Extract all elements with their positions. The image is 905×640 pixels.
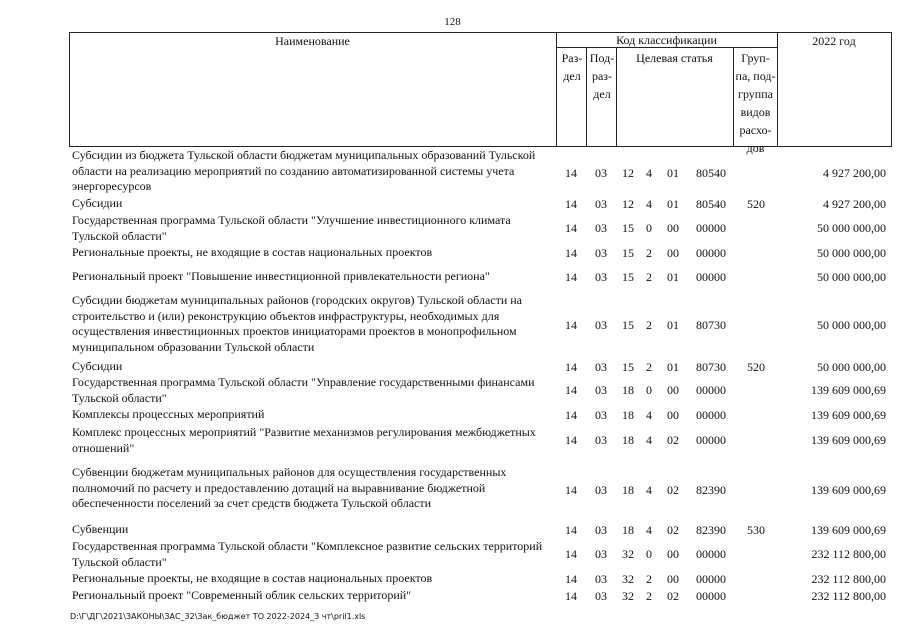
- header-year: 2022 год: [812, 34, 856, 48]
- row-target-4: 00000: [696, 270, 726, 284]
- row-podrazdel: 03: [595, 483, 607, 497]
- row-target-1: 18: [622, 483, 634, 497]
- row-razdel: 14: [565, 246, 577, 260]
- row-amount: 4 927 200,00: [823, 166, 886, 180]
- row-target-2: 2: [646, 318, 652, 332]
- row-name: Субсидии: [72, 196, 123, 210]
- row-razdel: 14: [565, 483, 577, 497]
- row-podrazdel: 03: [595, 572, 607, 586]
- row-name: Субсидии бюджетам муниципальных районов (городских округов) Тульской области на строительство и (или) реконструкцию объектов инфраструктуры, необходимых для осуществления инвестиционных проектов инициаторами проектов в монопрофильном муниципальном образовании Тульской области: [72, 293, 523, 354]
- row-target-4: 80730: [696, 360, 726, 374]
- row-target-3: 02: [667, 433, 679, 447]
- header-group: Груп- па, под- группа видов расхо- дов: [735, 51, 776, 155]
- row-amount: 139 609 000,69: [811, 483, 886, 497]
- row-podrazdel: 03: [595, 360, 607, 374]
- row-podrazdel: 03: [595, 408, 607, 422]
- row-target-2: 2: [646, 589, 652, 603]
- row-razdel: 14: [565, 221, 577, 235]
- row-target-1: 18: [622, 383, 634, 397]
- row-amount: 232 112 800,00: [811, 572, 886, 586]
- row-amount: 50 000 000,00: [817, 246, 886, 260]
- row-target-3: 00: [667, 408, 679, 422]
- row-amount: 50 000 000,00: [817, 270, 886, 284]
- row-target-4: 00000: [696, 383, 726, 397]
- row-target-3: 01: [667, 197, 679, 211]
- row-target-1: 12: [622, 197, 634, 211]
- border-razdel: [586, 47, 587, 146]
- row-razdel: 14: [565, 589, 577, 603]
- row-amount: 50 000 000,00: [817, 221, 886, 235]
- row-target-4: 80730: [696, 318, 726, 332]
- row-name: Региональные проекты, не входящие в состав национальных проектов: [72, 571, 433, 585]
- row-name: Региональный проект "Современный облик сельских территорий": [72, 588, 412, 602]
- header-name: Наименование: [275, 34, 350, 48]
- row-name: Субсидии из бюджета Тульской области бюджетам муниципальных образований Тульской области на реализацию мероприятий по созданию автоматизированной системы учета энергоресурсов: [72, 148, 536, 193]
- row-target-2: 4: [646, 523, 652, 537]
- row-podrazdel: 03: [595, 246, 607, 260]
- row-group: 530: [747, 523, 765, 537]
- row-podrazdel: 03: [595, 166, 607, 180]
- row-razdel: 14: [565, 166, 577, 180]
- row-name: Региональный проект "Повышение инвестиционной привлекательности региона": [72, 269, 490, 283]
- row-amount: 50 000 000,00: [817, 318, 886, 332]
- row-target-2: 4: [646, 166, 652, 180]
- row-target-2: 4: [646, 197, 652, 211]
- row-podrazdel: 03: [595, 197, 607, 211]
- row-target-3: 00: [667, 246, 679, 260]
- row-amount: 139 609 000,69: [811, 383, 886, 397]
- row-target-4: 00000: [696, 572, 726, 586]
- row-target-4: 00000: [696, 589, 726, 603]
- row-razdel: 14: [565, 433, 577, 447]
- row-target-1: 18: [622, 408, 634, 422]
- row-target-1: 32: [622, 547, 634, 561]
- row-target-3: 02: [667, 483, 679, 497]
- row-target-3: 02: [667, 523, 679, 537]
- footer-file-path: D:\Г\ДГ\2021\ЗАКОНЫ\ЗАС_32\Зак_бюджет ТО 2022-2024_3 чт\pril1.xls: [70, 612, 366, 621]
- row-podrazdel: 03: [595, 523, 607, 537]
- row-target-2: 4: [646, 433, 652, 447]
- row-target-1: 12: [622, 166, 634, 180]
- row-name: Государственная программа Тульской области "Комплексное развитие сельских территорий Тульской области": [72, 539, 543, 569]
- row-target-2: 2: [646, 270, 652, 284]
- row-razdel: 14: [565, 318, 577, 332]
- row-target-2: 4: [646, 483, 652, 497]
- row-target-2: 0: [646, 383, 652, 397]
- row-group: 520: [747, 197, 765, 211]
- row-podrazdel: 03: [595, 589, 607, 603]
- border-right: [891, 32, 892, 146]
- page-number: 128: [444, 16, 461, 28]
- row-amount: 139 609 000,69: [811, 408, 886, 422]
- header-target: Целевая статья: [636, 51, 713, 65]
- row-name: Региональные проекты, не входящие в состав национальных проектов: [72, 245, 433, 259]
- row-name: Государственная программа Тульской области "Улучшение инвестиционного климата Тульской области": [72, 213, 511, 243]
- row-podrazdel: 03: [595, 383, 607, 397]
- row-razdel: 14: [565, 523, 577, 537]
- row-target-4: 00000: [696, 433, 726, 447]
- row-name: Комплекс процессных мероприятий "Развитие механизмов регулирования межбюджетных отношений": [72, 425, 536, 455]
- row-target-1: 15: [622, 270, 634, 284]
- row-name: Субсидии: [72, 359, 123, 373]
- row-razdel: 14: [565, 197, 577, 211]
- row-amount: 139 609 000,69: [811, 433, 886, 447]
- row-target-4: 82390: [696, 483, 726, 497]
- row-target-2: 2: [646, 246, 652, 260]
- row-name: Субвенции: [72, 522, 129, 536]
- row-podrazdel: 03: [595, 547, 607, 561]
- row-target-1: 18: [622, 433, 634, 447]
- row-target-1: 15: [622, 360, 634, 374]
- row-group: 520: [747, 360, 765, 374]
- row-amount: 232 112 800,00: [811, 547, 886, 561]
- row-target-4: 00000: [696, 221, 726, 235]
- row-target-2: 2: [646, 360, 652, 374]
- row-target-3: 01: [667, 360, 679, 374]
- header-podrazdel: Под- раз- дел: [589, 51, 615, 101]
- header-razdel: Раз- дел: [561, 51, 583, 83]
- row-target-3: 00: [667, 572, 679, 586]
- row-target-4: 00000: [696, 547, 726, 561]
- row-podrazdel: 03: [595, 433, 607, 447]
- row-target-4: 80540: [696, 166, 726, 180]
- row-name: Субвенции бюджетам муниципальных районов для осуществления государственных полномочий по расчету и предоставлению дотаций на выравнивание бюджетной обеспеченности поселений за счет средств бюджета Тульской области: [72, 465, 507, 510]
- row-target-1: 15: [622, 221, 634, 235]
- row-podrazdel: 03: [595, 270, 607, 284]
- header-code: Код классификации: [616, 33, 717, 47]
- row-target-3: 00: [667, 547, 679, 561]
- row-target-3: 00: [667, 383, 679, 397]
- row-razdel: 14: [565, 270, 577, 284]
- row-target-3: 01: [667, 166, 679, 180]
- row-target-3: 01: [667, 270, 679, 284]
- row-razdel: 14: [565, 360, 577, 374]
- row-name: Комплексы процессных мероприятий: [72, 407, 265, 421]
- row-target-1: 18: [622, 523, 634, 537]
- row-amount: 139 609 000,69: [811, 523, 886, 537]
- row-razdel: 14: [565, 572, 577, 586]
- row-podrazdel: 03: [595, 221, 607, 235]
- row-podrazdel: 03: [595, 318, 607, 332]
- row-amount: 50 000 000,00: [817, 360, 886, 374]
- row-razdel: 14: [565, 383, 577, 397]
- row-target-2: 2: [646, 572, 652, 586]
- row-target-2: 0: [646, 221, 652, 235]
- row-target-4: 00000: [696, 246, 726, 260]
- row-target-1: 32: [622, 589, 634, 603]
- row-amount: 4 927 200,00: [823, 197, 886, 211]
- row-target-4: 82390: [696, 523, 726, 537]
- row-target-1: 15: [622, 246, 634, 260]
- row-target-2: 0: [646, 547, 652, 561]
- row-target-3: 01: [667, 318, 679, 332]
- row-target-1: 15: [622, 318, 634, 332]
- row-target-4: 80540: [696, 197, 726, 211]
- border-name: [556, 32, 557, 146]
- row-target-4: 00000: [696, 408, 726, 422]
- row-name: Государственная программа Тульской области "Управление государственными финансами Тульской области": [72, 375, 535, 405]
- row-target-2: 4: [646, 408, 652, 422]
- row-target-1: 32: [622, 572, 634, 586]
- row-target-3: 00: [667, 221, 679, 235]
- row-amount: 232 112 800,00: [811, 589, 886, 603]
- row-target-3: 02: [667, 589, 679, 603]
- row-razdel: 14: [565, 547, 577, 561]
- row-razdel: 14: [565, 408, 577, 422]
